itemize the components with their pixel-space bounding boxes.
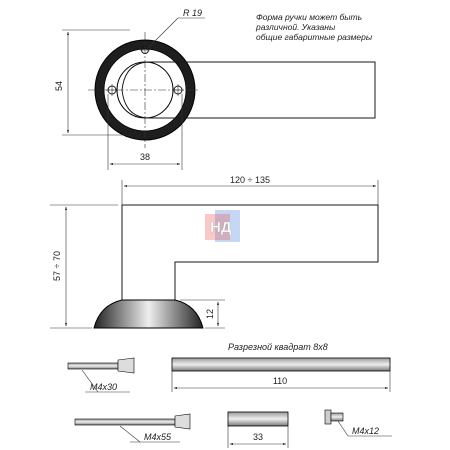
- screw-m4x30: [68, 358, 134, 392]
- note-line-3: общие габаритные размеры: [256, 32, 373, 42]
- rosette-side: [94, 300, 203, 328]
- square-spindle: [172, 358, 390, 371]
- side-view: [50, 175, 378, 328]
- threaded-sleeve: [228, 412, 288, 448]
- handle-height-label: 57 ÷ 70: [52, 251, 62, 281]
- rosette-height-label: 54: [54, 80, 64, 92]
- note-line-1: Форма ручки может быть: [256, 12, 363, 22]
- hole-spacing-label: 38: [139, 152, 151, 162]
- screw-3-label: М4х12: [352, 426, 380, 436]
- screw-1-label: М4х30: [90, 382, 118, 392]
- spindle-length-label: 110: [272, 376, 288, 386]
- screw-m4x55: [75, 414, 190, 442]
- sleeve-length-label: 33: [252, 432, 264, 442]
- note-line-2: различной. Указаны: [256, 22, 336, 32]
- rosette-thickness-label: 12: [205, 308, 215, 320]
- radius-label: R 19: [183, 8, 203, 18]
- lever-side: [122, 205, 378, 300]
- parts: [68, 342, 392, 448]
- screw-2-label: М4х55: [144, 432, 172, 442]
- handle-length-label: 120 ÷ 135: [230, 175, 270, 185]
- svg-text:НД: НД: [210, 219, 232, 236]
- top-view: [54, 8, 375, 170]
- nd-watermark-logo: [205, 210, 240, 242]
- spindle-title: Разрезной квадрат 8х8: [228, 342, 328, 352]
- screw-m4x12: [325, 410, 392, 436]
